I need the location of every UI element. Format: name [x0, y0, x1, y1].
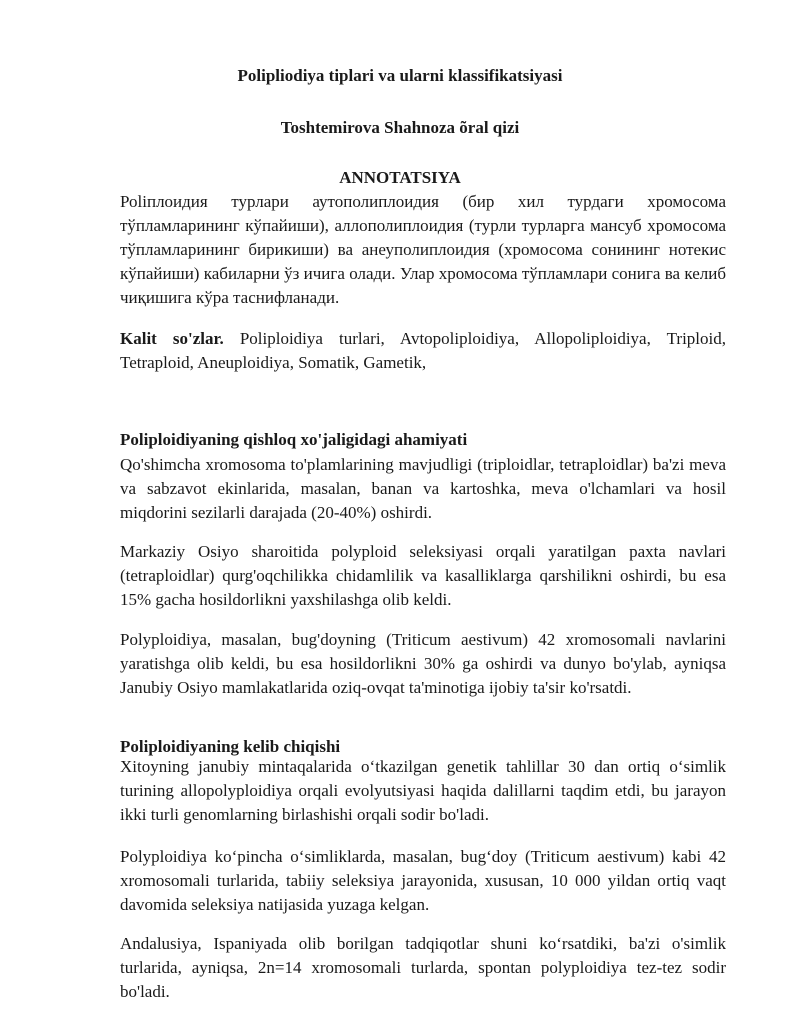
author-name: Toshtemirova Shahnoza õral qizi	[280, 118, 520, 137]
keywords-label: Kalit so'zlar.	[120, 329, 224, 348]
section1-p3-text: Polyploidiya, masalan, bug'doyning (Triticum aestivum) 42 xromosomali navlarini yaratishga olib keldi, bu esa hosildorlikni 30% ga oshirdi va dunyo bo'ylab, ayniqsa Janubiy Osiyo mamlakatlarida oziq-ovqat ta'minotiga ijobiy ta'sir ko'rsatdi.	[120, 630, 726, 697]
keywords-text: Poliploidiya turlari, Avtopoliploidiya, Allopoliploidiya, Triploid, Tetraploid, Aneuploidiya, Somatik, Gametik,	[120, 329, 726, 372]
keywords-paragraph	[74, 327, 726, 375]
section1-p1-text: Qo'shimcha xromosoma to'plamlarining mavjudligi (triploidlar, tetraploidlar) ba'zi meva va sabzavot ekinlarida, masalan, banan va kartoshka, meva o'lchamlari va hosil miqdorini sezilarli darajada (20-40%) oshirdi.	[120, 455, 726, 522]
section-heading-agriculture: Poliploidiyaning qishloq xo'jaligidagi ahamiyati	[120, 430, 468, 449]
annotation-paragraph	[74, 190, 726, 310]
section1-paragraph-1	[74, 453, 726, 525]
section2-p3-text: Andalusiya, Ispaniyada olib borilgan tadqiqotlar shuni ko‘rsatdiki, ba'zi o'simlik turlarida, ayniqsa, 2n=14 xromosomali turlarda, spontan polyploidiya tez-tez sodir bo'ladi.	[120, 934, 726, 1001]
section2-paragraph-2	[74, 845, 726, 917]
keywords-line	[74, 327, 726, 375]
section2-p2-text: Polyploidiya ko‘pincha o‘simliklarda, masalan, bug‘doy (Triticum aestivum) kabi 42 xromosomali turlarida, tabiiy seleksiya jarayonida, xususan, 10 000 yildan ortiq vaqt davomida seleksiya natijasida yuzaga kelgan.	[120, 847, 726, 914]
annotation-text: Роlіплоидия турлари аутополиплоидия (бир хил турдаги хромосома тўпламларининг кўпайиши), аллополиплоидия (турли турларга мансуб хромосома тўпламларининг бирикиши) ва анеуполиплоидия (хромосома сонининг нотекис кўпайиши) кабиларни ўз ичига олади. Улар хромосома тўпламлари сонига ва келиб чиқишига кўра таснифланади.	[120, 192, 726, 307]
annotation-heading: ANNOTATSIYA	[339, 168, 461, 187]
section1-paragraph-2	[74, 540, 726, 612]
section2-p1-text: Xitoyning janubiy mintaqalarida o‘tkazilgan genetik tahlillar 30 dan ortiq o‘simlik turining allopolyploidiya orqali evolyutsiyasi haqida dalillarni taqdim etdi, bu jarayon ikki turli genomlarning birlashishi orqali sodir bo'ladi.	[120, 757, 726, 824]
section1-paragraph-3	[74, 628, 726, 700]
section2-paragraph-1	[74, 755, 726, 827]
section-heading-origin: Poliploidiyaning kelib chiqishi	[120, 737, 341, 756]
section1-p2-text: Markaziy Osiyo sharoitida polyploid seleksiyasi orqali yaratilgan paxta navlari (tetraploidlar) qurg'oqchilikka chidamlilik va kasalliklarga qarshilikni oshirdi, bu esa 15% gacha hosildorlikni yaxshilashga olib keldi.	[120, 542, 726, 609]
document-title: Polipliodiya tiplari va ularni klassifikatsiyasi	[237, 66, 563, 85]
section2-paragraph-3	[74, 932, 726, 1004]
